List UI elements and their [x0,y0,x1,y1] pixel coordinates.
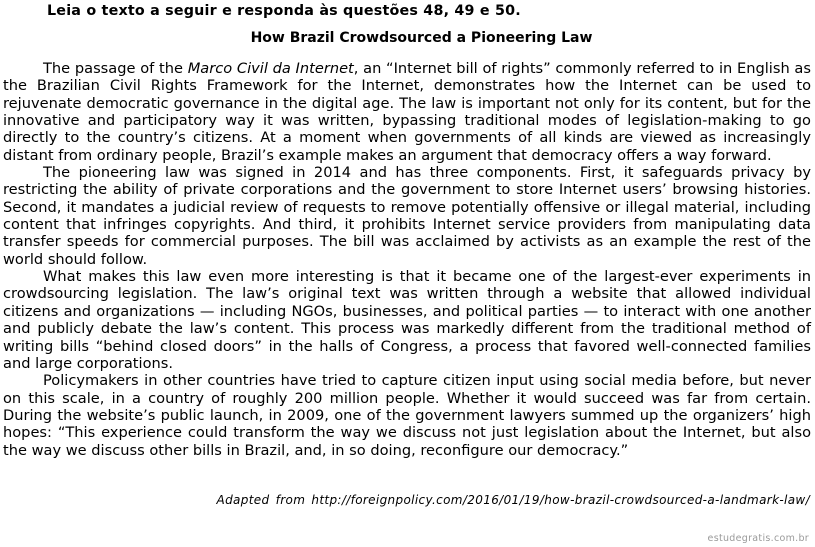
paragraph-3: What makes this law even more interesting is that it became one of the largest-ever experiments in crowdsourcing legislation. The law’s original text was written through a website that allowed individual citizens and organizations — including NGOs, businesses, and political parties — to interact with one another and publicly debate the law’s content. This process was markedly different from the traditional method of writing bills “behind closed doors” in the halls of Congress, a process that favored well-connected families and large corporations. [3,268,811,372]
question-instruction: Leia o texto a seguir e responda às questões 48, 49 e 50. [47,3,521,19]
paragraph-1 [3,60,811,164]
paragraph-2: The pioneering law was signed in 2014 and has three components. First, it safeguards privacy by restricting the ability of private corporations and the government to store Internet users’ browsing histories. Second, it mandates a judicial review of requests to remove potentially offensive or illegal material, including content that infringes copyrights. And third, it prohibits Internet service providers from manipulating data transfer speeds for commercial purposes. The bill was acclaimed by activists as an example the rest of the world should follow. [3,164,811,268]
paragraph-1-lead: The passage of the [43,60,188,77]
law-name-emphasis: Marco Civil da Internet [187,60,354,77]
paragraph-4: Policymakers in other countries have tried to capture citizen input using social media before, but never on this scale, in a country of roughly 200 million people. Whether it would succeed was far from certain. During the website’s public launch, in 2009, one of the government lawyers summed up the organizers’ high hopes: “This experience could transform the way we discuss not just legislation about the Internet, but also the way we discuss other bills in Brazil, and, in so doing, reconfigure our democracy.” [3,372,811,459]
article-title-text: How Brazil Crowdsourced a Pioneering Law [250,30,593,46]
article-title [0,30,815,46]
article-body [3,60,811,459]
paragraph-1-rest: , an “Internet bill of rights” commonly referred to in English as the Brazilian Civil Rights Framework for the Internet, demonstrates how the Internet can be used to rejuvenate democratic governance in the digital age. The law is important not only for its content, but for the innovative and participatory way it was written, bypassing traditional modes of legislation-making to go directly to the country’s citizens. At a moment when governments of all kinds are viewed as increasingly distant from ordinary people, Brazil’s example makes an argument that democracy offers a way forward. [3,60,811,164]
site-watermark: estudegratis.com.br [707,533,809,544]
source-citation: Adapted from http://foreignpolicy.com/2016/01/19/how-brazil-crowdsourced-a-landmark-law/ [216,493,810,507]
